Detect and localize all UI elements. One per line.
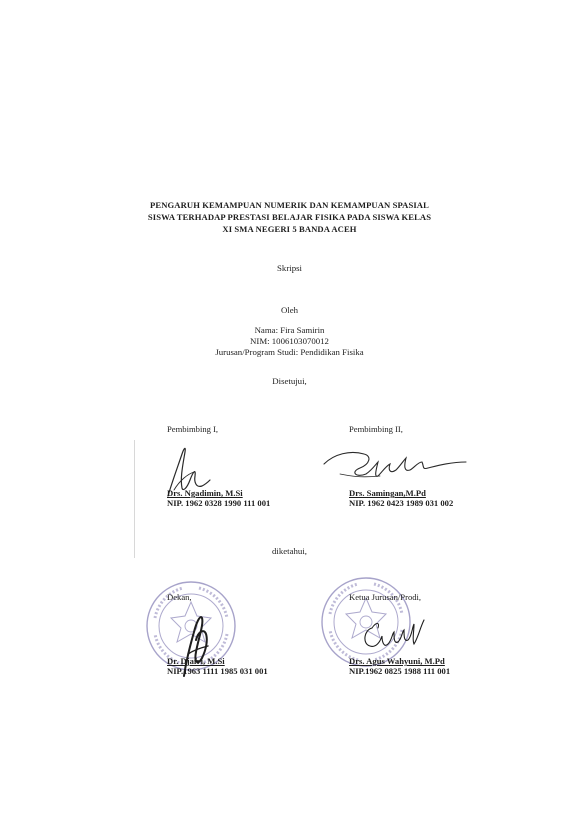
author-program: Jurusan/Program Studi: Pendidikan Fisika bbox=[215, 347, 364, 357]
title-line-3: XI SMA NEGERI 5 BANDA ACEH bbox=[222, 224, 357, 234]
official-2-signature bbox=[358, 608, 428, 658]
supervisor-1-nip: NIP. 1962 0328 1990 111 001 bbox=[167, 498, 271, 508]
supervisor-1-role: Pembimbing I, bbox=[167, 424, 219, 434]
author-block bbox=[0, 325, 579, 358]
supervisor-2-signature bbox=[320, 440, 470, 490]
official-2-role: Ketua Jurusan/Prodi, bbox=[349, 592, 422, 602]
supervisor-2-name: Drs. Samingan,M.Pd bbox=[349, 488, 426, 498]
title-line-2: SISWA TERHADAP PRESTASI BELAJAR FISIKA PADA SISWA KELAS bbox=[147, 212, 432, 222]
thesis-title bbox=[0, 199, 579, 235]
official-1-nip: NIP.1963 1111 1985 031 001 bbox=[167, 666, 268, 676]
supervisor-2-role: Pembimbing II, bbox=[349, 424, 403, 434]
official-1-role: Dekan, bbox=[167, 592, 192, 602]
author-nim: NIM: 1006103070012 bbox=[250, 336, 329, 346]
official-2-nip: NIP.1962 0825 1988 111 001 bbox=[349, 666, 451, 676]
scan-edge-line bbox=[134, 440, 135, 558]
by-label: Oleh bbox=[280, 305, 299, 315]
document-type: Skripsi bbox=[277, 263, 302, 273]
official-1-name: Dr. Djafri, M.Si bbox=[167, 656, 225, 666]
acknowledged-label: diketahui, bbox=[272, 546, 307, 556]
title-line-1: PENGARUH KEMAMPUAN NUMERIK DAN KEMAMPUAN SPASIAL bbox=[150, 200, 429, 210]
official-2-name: Drs. Agus Wahyuni, M.Pd bbox=[349, 656, 445, 666]
author-name: Nama: Fira Samirin bbox=[254, 325, 325, 335]
supervisor-2-nip: NIP. 1962 0423 1989 031 002 bbox=[349, 498, 454, 508]
supervisor-1-name: Drs. Ngadimin, M.Si bbox=[167, 488, 243, 498]
approved-label: Disetujui, bbox=[272, 376, 307, 386]
